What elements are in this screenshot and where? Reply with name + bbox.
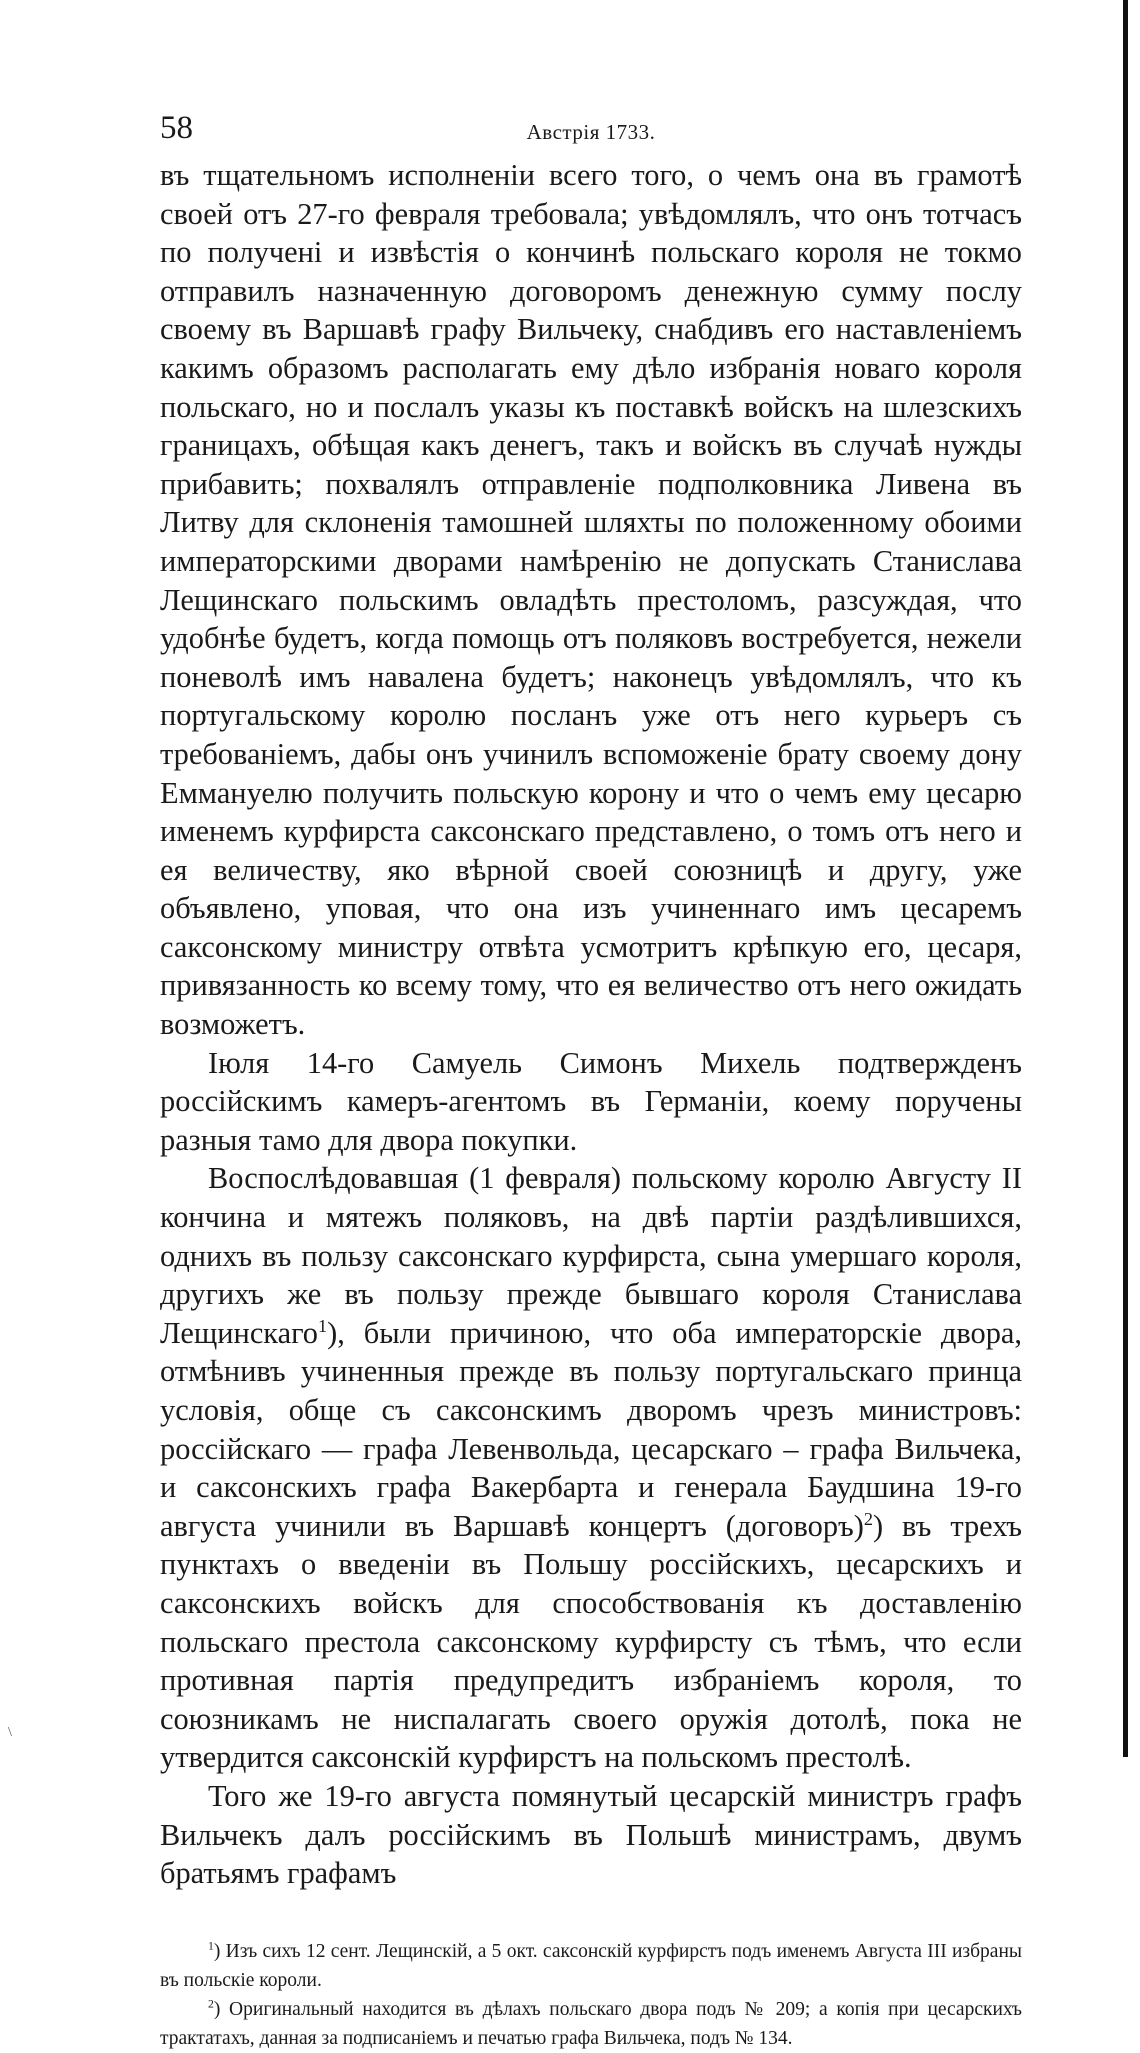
paragraph-1: въ тщательномъ исполненіи всего того, о чемъ она въ грамотѣ своей отъ 27-го февраля требовала; увѣдомлялъ, что онъ тотчасъ по получені и извѣстія о кончинѣ польскаго короля не токмо отправилъ назначенную договоромъ денежную сумму послу своему въ Варшавѣ графу Вильчеку, снабдивъ его наставленіемъ какимъ образомъ располагать ему дѣло избранія новаго короля польскаго, но и послалъ указы къ поставкѣ войскъ на шлезскихъ границахъ, обѣщая какъ денегъ, такъ и войскъ въ случаѣ нужды прибавить; похвалялъ отправленіе подполковника Ливена въ Литву для склоненія тамошней шляхты по положенному обоими императорскими дворами намѣренію не допускать Станислава Лещинскаго польскимъ овладѣть престоломъ, разсуждая, что удобнѣе будетъ, когда помощь отъ поляковъ востребуется, нежели поневолѣ имъ навалена будетъ; наконецъ увѣдомлялъ, что къ португальскому королю посланъ уже отъ него курьеръ съ требованіемъ, дабы онъ учинилъ вспоможеніе брату своему дону Еммануелю получить польскую корону и что о чемъ ему цесарю именемъ курфирста саксонскаго представлено, о томъ отъ него и ея величеству, яко вѣрной своей союзницѣ и другу, уже объявлено, уповая, что она изъ учиненнаго имъ цесаремъ саксонскому министру отвѣта усмотритъ крѣпкую его, цесаря, привязанность ко всему тому, что ея величество отъ него ожидать возможетъ. (160, 158, 1022, 1042)
paragraph-4: Того же 19-го августа помянутый цесарскій министръ графъ Вильчекъ далъ россійскимъ въ Польшѣ министрамъ, двумъ братьямъ графамъ (160, 1778, 1022, 1891)
running-title: Австрія 1733. (526, 120, 656, 144)
footnote-ref-2: 2 (863, 1508, 873, 1529)
paragraph-2: Іюля 14-го Самуель Симонъ Михель подтвержденъ россійскимъ камеръ-агентомъ въ Германіи, коему поручены разныя тамо для двора покупки. (160, 1045, 1022, 1157)
paragraph-3-part-3: ) въ трехъ пунктахъ о введеніи въ Польшу россійскихъ, цесарскихъ и саксонскихъ войскъ для способствованія къ доставленію польскаго престола саксонскому курфирсту съ тѣмъ, что если противная партія предупредитъ избраніемъ короля, то союзникамъ не ниспалагать своего оружія дотолѣ, пока не утвердится саксонскій курфирстъ на польскомъ престолѣ. (160, 1508, 1023, 1775)
page-number: 58 (160, 110, 193, 146)
footnote-1-text: ) Изъ сихъ 12 сент. Лещинскій, а 5 окт. саксонскій курфирстъ подъ именемъ Августа III избраны въ польскіе короли. (160, 1940, 1022, 1991)
paragraph-3 (160, 1159, 1022, 1777)
scan-edge-line (1123, 0, 1128, 1757)
main-text (160, 156, 1022, 1893)
footnote-2-text: ) Оригинальный находится въ дѣлахъ польскаго двора подъ № 209; а копія при цесарскихъ трактатахъ, данная за подписаніемъ и печатью графа Вильчека, подъ № 134. (160, 1998, 1022, 2049)
scan-speck-mark: \ (8, 1725, 12, 1740)
footnote-separator (160, 1893, 1022, 1937)
footnote-2-marker: 2 (208, 1997, 214, 2011)
footnote-1 (160, 1937, 1022, 1995)
footnotes (160, 1937, 1022, 2053)
running-head (160, 110, 1022, 156)
footnote-1-marker: 1 (208, 1939, 214, 1953)
footnote-2 (160, 1995, 1022, 2053)
page (160, 110, 1022, 2053)
paragraph-3-part-2: ), были причиною, что оба императорскіе двора, отмѣнивъ учиненныя прежде въ пользу португальскаго принца условія, обще съ саксонскимъ дворомъ чрезъ министровъ: россійскаго — графа Левенвольда, цесарскаго – графа Вильчека, и саксонскихъ графа Вакербарта и генерала Баудшина 19-го августа учинили въ Варшавѣ концертъ (договоръ) (160, 1315, 1022, 1543)
footnote-ref-1: 1 (318, 1315, 328, 1336)
paragraph-3-part-1: Воспослѣдовавшая (1 февраля) польскому королю Августу II кончина и мятежъ поляковъ, на двѣ партіи раздѣлившихся, однихъ въ пользу саксонскаго курфирста, сына умершаго короля, другихъ же въ пользу прежде бывшаго короля Станислава Лещинскаго (160, 1161, 1022, 1350)
